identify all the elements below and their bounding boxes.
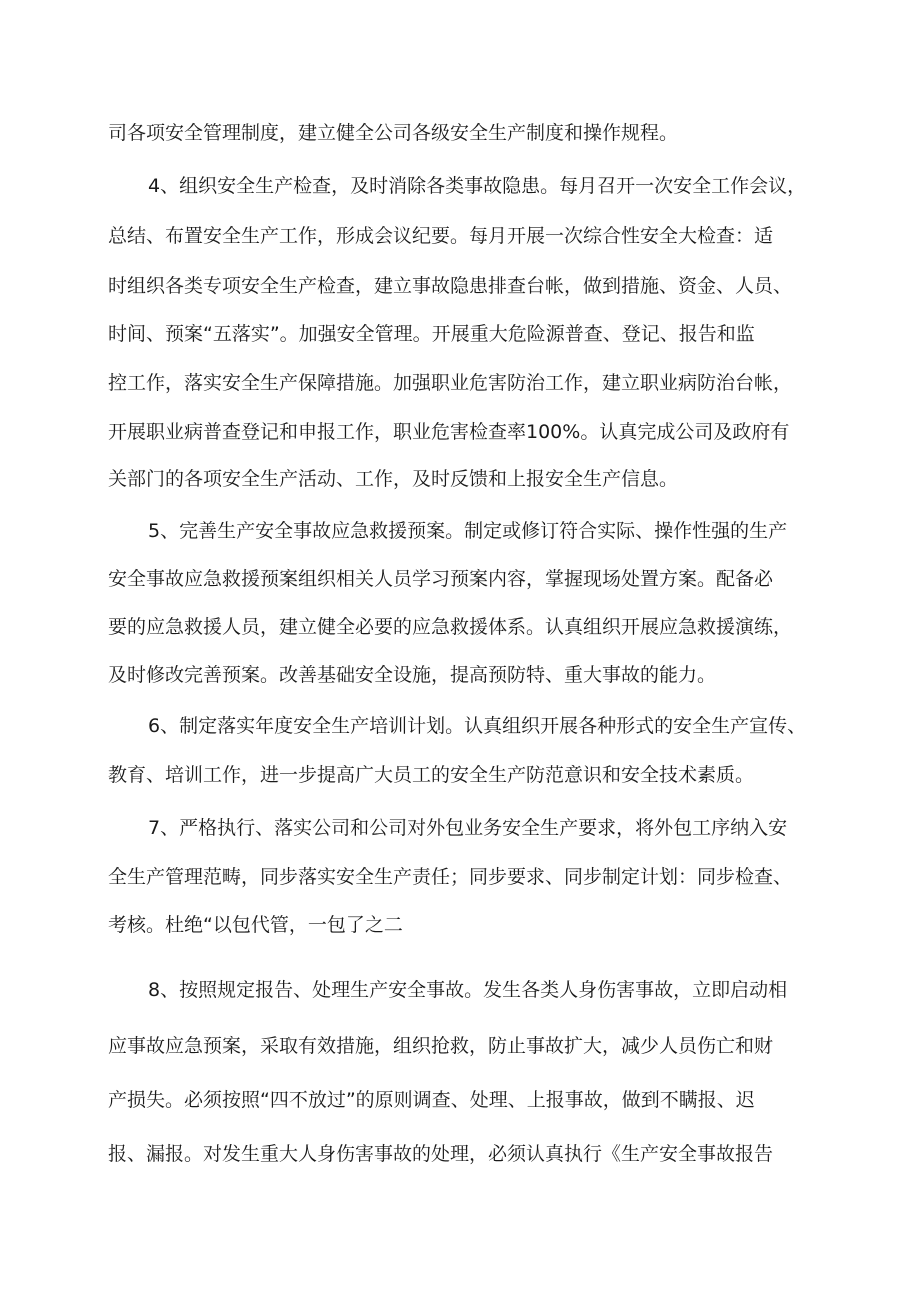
text-line: 司各项安全管理制度，建立健全公司各级安全生产制度和操作规程。 [108,122,679,144]
text-line: 开展职业病普查登记和申报工作，职业危害检查率100%。认真完成公司及政府有 [108,421,790,443]
text-line: 报、漏报。对发生重大人身伤害事故的处理，必须认真执行《生产安全事故报告 [108,1143,774,1165]
text-line: 控工作，落实安全生产保障措施。加强职业危害防治工作，建立职业病防治台帐， [108,372,793,394]
text-line: 时间、预案“五落实”。加强安全管理。开展重大危险源普查、登记、报告和监 [108,323,755,345]
text-line: 产损失。必须按照“四不放过”的原则调查、处理、上报事故，做到不瞒报、迟 [108,1089,755,1111]
text-line: 及时修改完善预案。改善基础安全设施，提高预防特、重大事故的能力。 [108,664,717,686]
paragraph-8-line: 8、按照规定报告、处理生产安全事故。发生各类人身伤害事故，立即启动相 [148,979,788,1001]
text-line: 要的应急救援人员，建立健全必要的应急救援体系。认真组织开展应急救援演练， [108,616,793,638]
text-line: 时组织各类专项安全生产检查，建立事故隐患排查台帐，做到措施、资金、人员、 [108,275,793,297]
text-line: 考核。杜绝“以包代管，一包了之二 [108,914,403,936]
text-line: 安全事故应急救援预案组织相关人员学习预案内容，掌握现场处置方案。配备必 [108,568,774,590]
paragraph-5-line: 5、完善生产安全事故应急救援预案。制定或修订符合实际、操作性强的生产 [148,520,788,542]
paragraph-4-line: 4、组织安全生产检查，及时消除各类事故隐患。每月召开一次安全工作会议， [148,175,807,197]
paragraph-6-line: 6、制定落实年度安全生产培训计划。认真组织开展各种形式的安全生产宣传、 [148,715,807,737]
text-line: 总结、布置安全生产工作，形成会议纪要。每月开展一次综合性安全大检查：适 [108,225,774,247]
text-line: 关部门的各项安全生产活动、工作，及时反馈和上报安全生产信息。 [108,468,679,490]
text-line: 全生产管理范畴，同步落实安全生产责任；同步要求、同步制定计划：同步检查、 [108,866,793,888]
text-line: 教育、培训工作，进一步提高广大员工的安全生产防范意识和安全技术素质。 [108,764,755,786]
text-line: 应事故应急预案，采取有效措施，组织抢救，防止事故扩大，减少人员伤亡和财 [108,1035,774,1057]
paragraph-7-line: 7、严格执行、落实公司和公司对外包业务安全生产要求，将外包工序纳入安 [148,817,788,839]
